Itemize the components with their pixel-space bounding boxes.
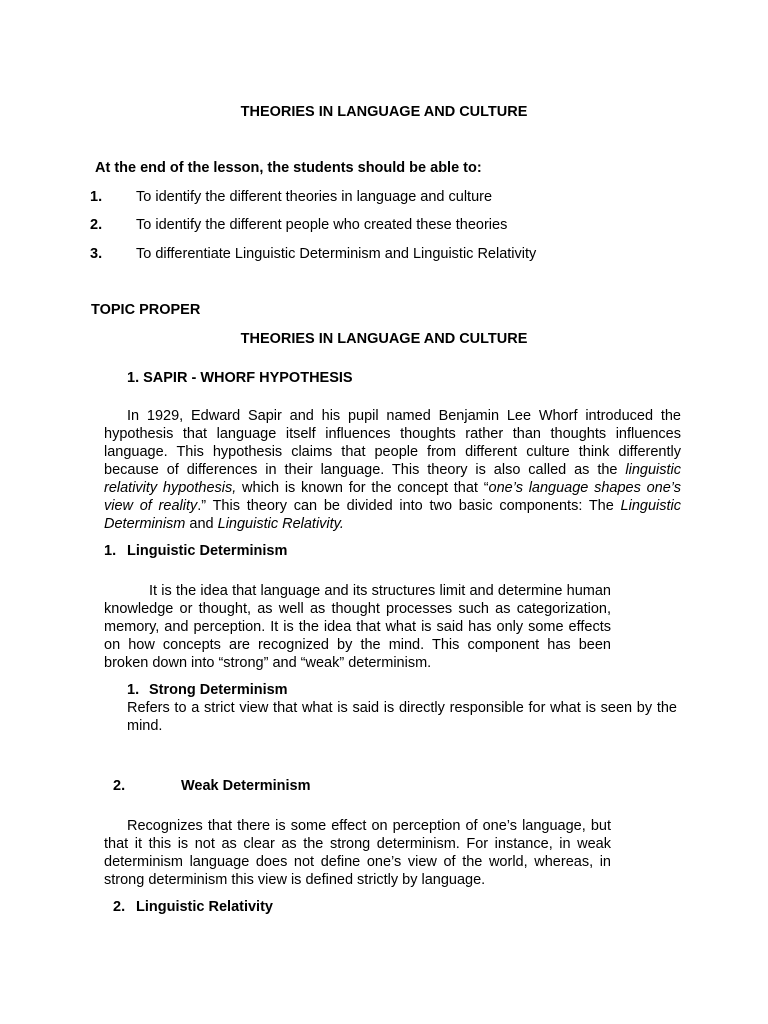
paragraph-emphasis: linguistic relativity hypothesis, <box>104 462 681 496</box>
sapir-whorf-paragraph <box>104 407 681 533</box>
list-number: 1. <box>90 189 103 205</box>
strong-determinism-paragraph: Refers to a strict view that what is said is directly responsible for what is seen by the mind. <box>127 700 677 734</box>
linguistic-determinism-heading <box>104 543 288 559</box>
weak-determinism-heading <box>113 778 311 794</box>
objectives-intro: At the end of the lesson, the students should be able to: <box>95 160 482 176</box>
heading-label: Linguistic Relativity <box>136 899 273 915</box>
paragraph-emphasis: one’s language shapes one’s view of reality <box>104 480 681 514</box>
linguistic-determinism-paragraph: It is the idea that language and its structures limit and determine human knowledge or thought, as well as thought processes such as categorization, memory, and perception. It is the idea that what is said has only some effects on how concepts are recognized by the mind. This component has been broken down into “strong” and “weak” determinism. <box>104 583 611 671</box>
strong-determinism-heading <box>127 682 288 698</box>
paragraph-emphasis: Linguistic Determinism <box>104 498 681 532</box>
paragraph-text: which is known for the concept that “ <box>236 480 489 496</box>
heading-label: Linguistic Determinism <box>127 543 288 559</box>
heading-number: 2. <box>113 778 126 794</box>
topic-proper-heading: TOPIC PROPER <box>91 302 201 318</box>
paragraph-text: In 1929, Edward Sapir and his pupil named Benjamin Lee Whorf introduced the hypothesis that language itself influences thoughts rather than thoughts influences language. This hypothesis claims that people from different culture think differently because of differences in their language. This theory is also called as the <box>104 408 681 478</box>
list-text: To identify the different theories in language and culture <box>136 189 493 205</box>
weak-determinism-paragraph: Recognizes that there is some effect on perception of one’s language, but that it this is not as clear as the strong determinism. For instance, in weak determinism language does not define one’s view of the world, whereas, in strong determinism this view is defined strictly by language. <box>104 818 611 888</box>
paragraph-text: and <box>185 516 218 532</box>
linguistic-relativity-heading <box>113 899 273 915</box>
list-number: 2. <box>90 217 103 233</box>
heading-label: Strong Determinism <box>149 682 288 698</box>
paragraph-emphasis: Linguistic Relativity. <box>217 516 344 532</box>
list-number: 3. <box>90 246 103 262</box>
heading-number: 1. <box>127 682 140 698</box>
paragraph-text: .” This theory can be divided into two basic components: The <box>197 498 621 514</box>
heading-number: 2. <box>113 899 126 915</box>
heading-label: Weak Determinism <box>181 778 311 794</box>
document-title: THEORIES IN LANGUAGE AND CULTURE <box>240 104 528 120</box>
sapir-whorf-heading: 1. SAPIR - WHORF HYPOTHESIS <box>127 370 353 386</box>
section-title: THEORIES IN LANGUAGE AND CULTURE <box>240 331 528 347</box>
list-text: To differentiate Linguistic Determinism and Linguistic Relativity <box>136 246 537 262</box>
list-text: To identify the different people who created these theories <box>136 217 508 233</box>
heading-number: 1. <box>104 543 117 559</box>
